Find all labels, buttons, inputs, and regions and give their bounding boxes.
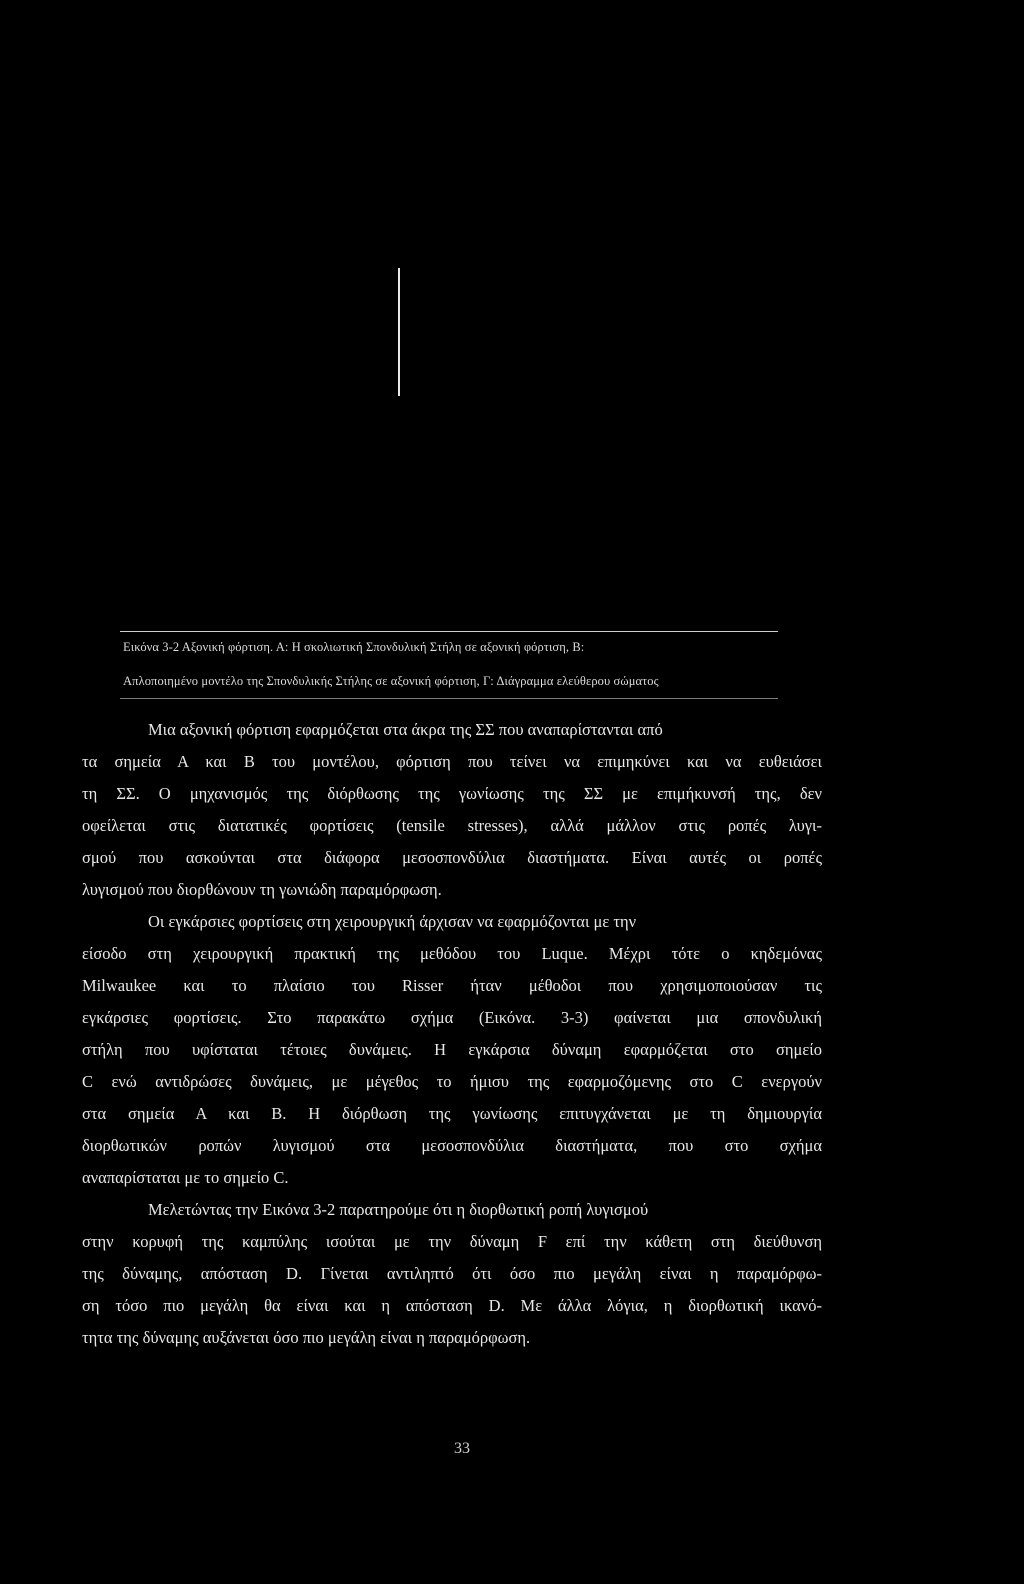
paragraph-2-line-7: στα σημεία Α και Β. Η διόρθωση της γωνίωσης επιτυγχάνεται με τη δημιουργία [82, 1104, 822, 1123]
figure-vertical-line [398, 268, 400, 396]
paragraph-3-line-4: ση τόσο πιο μεγάλη θα είναι και η απόσταση D. Με άλλα λόγια, η διορθωτική ικανό- [82, 1296, 822, 1315]
paragraph-1-line-3: τη ΣΣ. Ο μηχανισμός της διόρθωσης της γωνίωσης της ΣΣ με επιμήκυνσή της, δεν [82, 784, 822, 803]
body-text [82, 714, 822, 1354]
figure-caption-line-2: Απλοποιημένο μοντέλο της Σπονδυλικής Στήλης σε αξονική φόρτιση, Γ: Διάγραμμα ελεύθερου σώματος [123, 674, 659, 688]
paragraph-3-line-2: στην κορυφή της καμπύλης ισούται με την δύναμη F επί την κάθετη στη διεύθυνση [82, 1232, 822, 1251]
paragraph-2-line-5: στήλη που υφίσταται τέτοιες δυνάμεις. Η εγκάρσια δύναμη εφαρμόζεται στο σημείο [82, 1040, 822, 1059]
paragraph-3-line-1: Μελετώντας την Εικόνα 3-2 παρατηρούμε ότι η διορθωτική ροπή λυγισμού [148, 1200, 649, 1219]
paragraph-3-line-3: της δύναμης, απόσταση D. Γίνεται αντιληπτό ότι όσο πιο μεγάλη είναι η παραμόρφω- [82, 1264, 822, 1283]
paragraph-1-line-6: λυγισμού που διορθώνουν τη γωνιώδη παραμόρφωση. [82, 880, 442, 899]
caption-bottom-rule [120, 698, 778, 699]
paragraph-1-line-4: οφείλεται στις διατατικές φορτίσεις (tensile stresses), αλλά μάλλον στις ροπές λυγι- [82, 816, 822, 835]
paragraph-2-line-2: είσοδο στη χειρουργική πρακτική της μεθόδου του Luque. Μέχρι τότε ο κηδεμόνας [82, 944, 822, 963]
figure-caption-line-1: Εικόνα 3-2 Αξονική φόρτιση. Α: Η σκολιωτική Σπονδυλική Στήλη σε αξονική φόρτιση, Β: [123, 640, 585, 654]
paragraph-2-line-9: αναπαρίσταται με το σημείο C. [82, 1168, 289, 1187]
caption-top-rule [120, 631, 778, 632]
page-number: 33 [454, 1440, 470, 1457]
paragraph-1-line-1: Μια αξονική φόρτιση εφαρμόζεται στα άκρα της ΣΣ που αναπαρίστανται από [148, 720, 663, 739]
paragraph-2-line-1: Οι εγκάρσιες φορτίσεις στη χειρουργική άρχισαν να εφαρμόζονται με την [148, 912, 637, 931]
paragraph-2-line-4: εγκάρσιες φορτίσεις. Στο παρακάτω σχήμα (Εικόνα. 3-3) φαίνεται μια σπονδυλική [82, 1008, 822, 1027]
figure-image-area [0, 0, 1024, 620]
paragraph-2-line-3: Milwaukee και το πλαίσιο του Risser ήταν μέθοδοι που χρησιμοποιούσαν τις [82, 976, 822, 995]
paragraph-1-line-5: σμού που ασκούνται στα διάφορα μεσοσπονδύλια διαστήματα. Είναι αυτές οι ροπές [82, 848, 822, 867]
paragraph-2-line-8: διορθωτικών ροπών λυγισμού στα μεσοσπονδύλια διαστήματα, που στο σχήμα [82, 1136, 822, 1155]
paragraph-3-line-5: τητα της δύναμης αυξάνεται όσο πιο μεγάλη είναι η παραμόρφωση. [82, 1328, 531, 1347]
paragraph-2-line-6: C ενώ αντιδρώσες δυνάμεις, με μέγεθος το ήμισυ της εφαρμοζόμενης στο C ενεργούν [82, 1072, 822, 1091]
paragraph-1-line-2: τα σημεία Α και Β του μοντέλου, φόρτιση που τείνει να επιμηκύνει και να ευθειάσει [82, 752, 822, 771]
